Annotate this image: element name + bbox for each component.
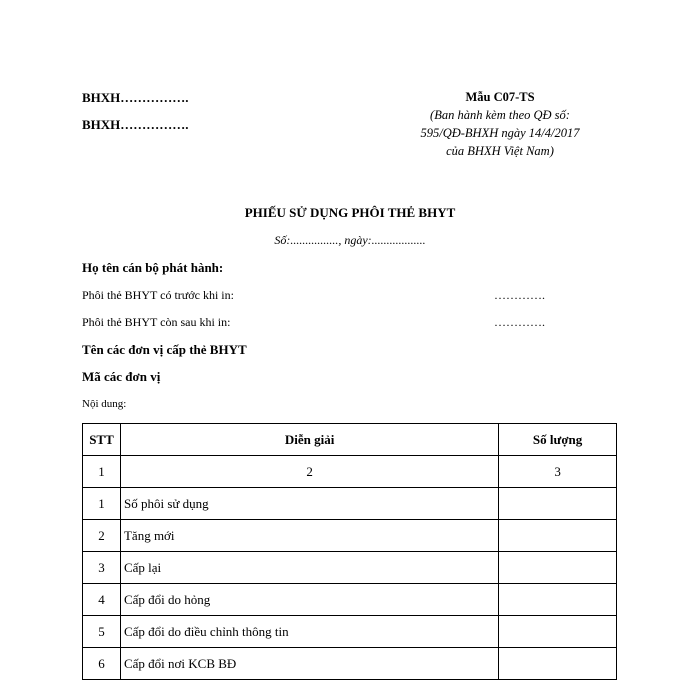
after-print-label: Phôi thẻ BHYT còn sau khi in: — [82, 315, 231, 329]
units-label: Tên các đơn vị cấp thẻ BHYT — [82, 342, 247, 357]
issuer-label: Họ tên cán bộ phát hành: — [82, 260, 224, 275]
table-row — [83, 648, 617, 680]
table-row — [83, 520, 617, 552]
table-row — [83, 616, 617, 648]
header-stt: STT — [83, 424, 121, 456]
row-description: Tăng mới — [120, 520, 498, 552]
row-description: Cấp đổi nơi KCB BĐ — [120, 648, 498, 680]
row-quantity — [499, 520, 617, 552]
header-agency-line-2: BHXH……………. — [82, 117, 189, 132]
table-header-row — [83, 424, 617, 456]
index-col-1: 1 — [83, 456, 121, 488]
unit-codes-label: Mã các đơn vị — [82, 369, 161, 384]
issued-by-line-2: 595/QĐ-BHXH ngày 14/4/2017 — [420, 126, 580, 140]
row-description: Cấp đổi do hỏng — [120, 584, 498, 616]
row-quantity — [499, 488, 617, 520]
header-quantity: Số lượng — [499, 424, 617, 456]
header-agency-line-1: BHXH……………. — [82, 90, 189, 105]
row-description: Cấp lại — [120, 552, 498, 584]
before-print-value: …………. — [494, 288, 545, 302]
number-date-line: Số:................, ngày:.................. — [274, 233, 426, 247]
row-stt: 6 — [83, 648, 121, 680]
row-quantity — [499, 584, 617, 616]
table-index-row — [83, 456, 617, 488]
row-quantity — [499, 616, 617, 648]
after-print-value: …………. — [494, 315, 545, 329]
form-code: Mẫu C07-TS — [465, 90, 535, 104]
issued-by-line-1: (Ban hành kèm theo QĐ số: — [430, 108, 570, 122]
usage-table — [82, 423, 617, 680]
row-stt: 4 — [83, 584, 121, 616]
header-description: Diễn giải — [120, 424, 498, 456]
row-stt: 2 — [83, 520, 121, 552]
row-description: Cấp đổi do điều chỉnh thông tin — [120, 616, 498, 648]
row-stt: 3 — [83, 552, 121, 584]
table-row — [83, 552, 617, 584]
form-code-block — [380, 88, 620, 160]
index-col-3: 3 — [499, 456, 617, 488]
index-col-2: 2 — [120, 456, 498, 488]
table-row — [83, 584, 617, 616]
issued-by-line-3: của BHXH Việt Nam) — [446, 144, 554, 158]
content-label: Nội dung: — [82, 398, 127, 410]
before-print-label: Phôi thẻ BHYT có trước khi in: — [82, 288, 234, 302]
row-stt: 1 — [83, 488, 121, 520]
row-description: Số phôi sử dụng — [120, 488, 498, 520]
row-stt: 5 — [83, 616, 121, 648]
table-row — [83, 488, 617, 520]
document-title: PHIẾU SỬ DỤNG PHÔI THẺ BHYT — [244, 205, 456, 220]
row-quantity — [499, 648, 617, 680]
row-quantity — [499, 552, 617, 584]
